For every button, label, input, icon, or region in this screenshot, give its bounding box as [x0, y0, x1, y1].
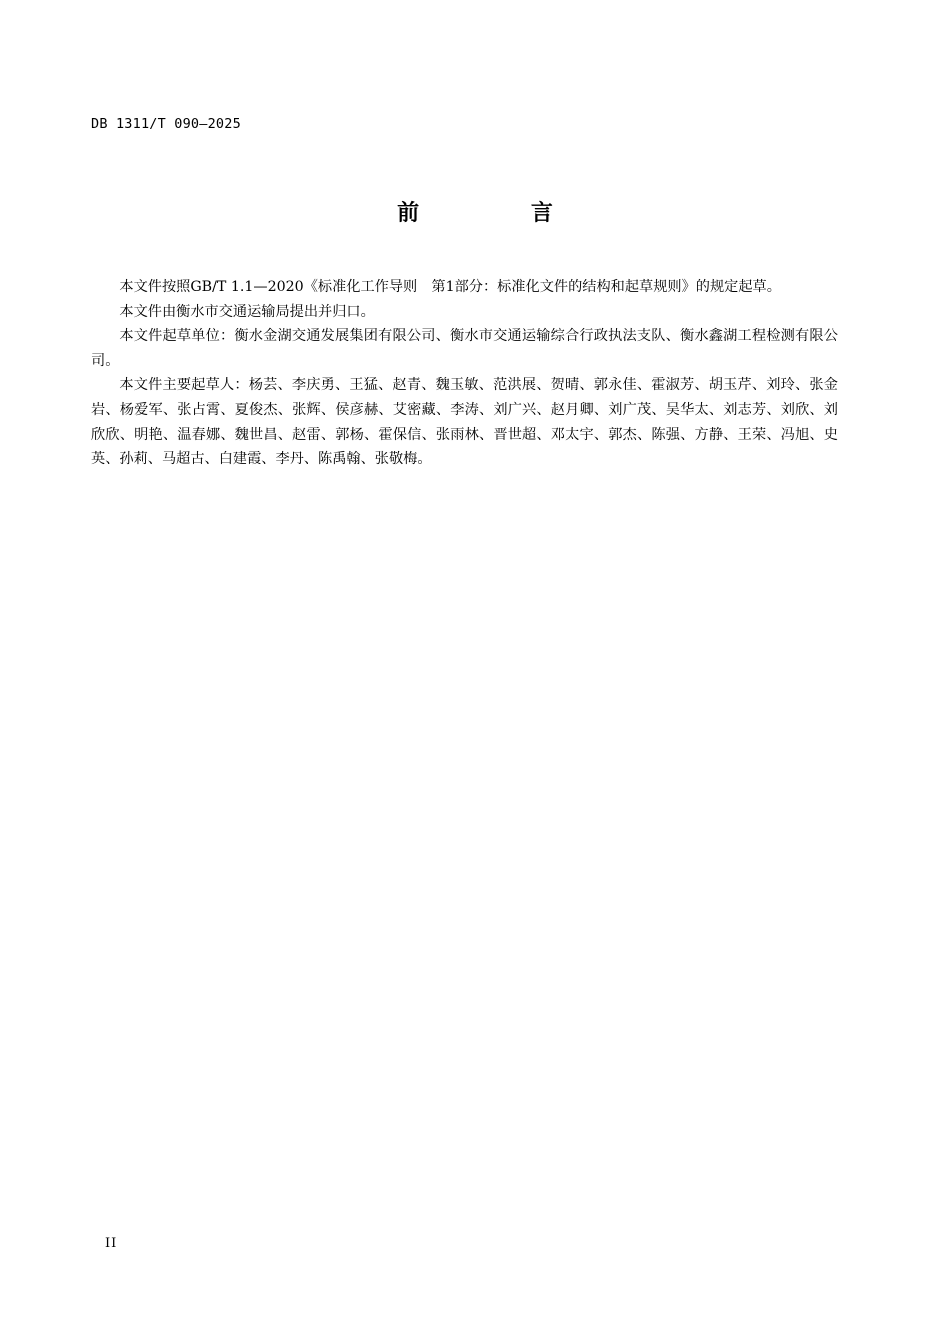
paragraph-drafters: 本文件主要起草人：杨芸、李庆勇、王猛、赵青、魏玉敏、范洪展、贺晴、郭永佳、霍淑芳、胡玉芹、刘玲、张金岩、杨爱军、张占霄、夏俊杰、张辉、侯彦赫、艾密藏、李涛、刘广兴、赵月卿、刘广茂、吴华太、刘志芳、刘欣、刘欣欣、明艳、温春娜、魏世昌、赵雷、郭杨、霍保信、张雨林、晋世超、邓太宇、郭杰、陈强、方静、王荣、冯旭、史英、孙莉、马超古、白建霞、李丹、陈禹翰、张敬梅。: [91, 377, 838, 468]
paragraph-proposer: 本文件由衡水市交通运输局提出并归口。: [119, 303, 375, 320]
paragraph-drafting-units: 本文件起草单位：衡水金湖交通发展集团有限公司、衡水市交通运输综合行政执法支队、衡水鑫湖工程检测有限公司。: [91, 328, 838, 369]
preface-body: [91, 275, 838, 472]
document-code: DB 1311/T 090—2025: [91, 116, 241, 132]
page-title: 前 言: [397, 201, 605, 226]
page-number: II: [105, 1236, 118, 1251]
paragraph-drafting-rules: 本文件按照GB/T 1.1—2020《标准化工作导则 第1部分：标准化文件的结构和起草规则》的规定起草。: [119, 279, 781, 295]
